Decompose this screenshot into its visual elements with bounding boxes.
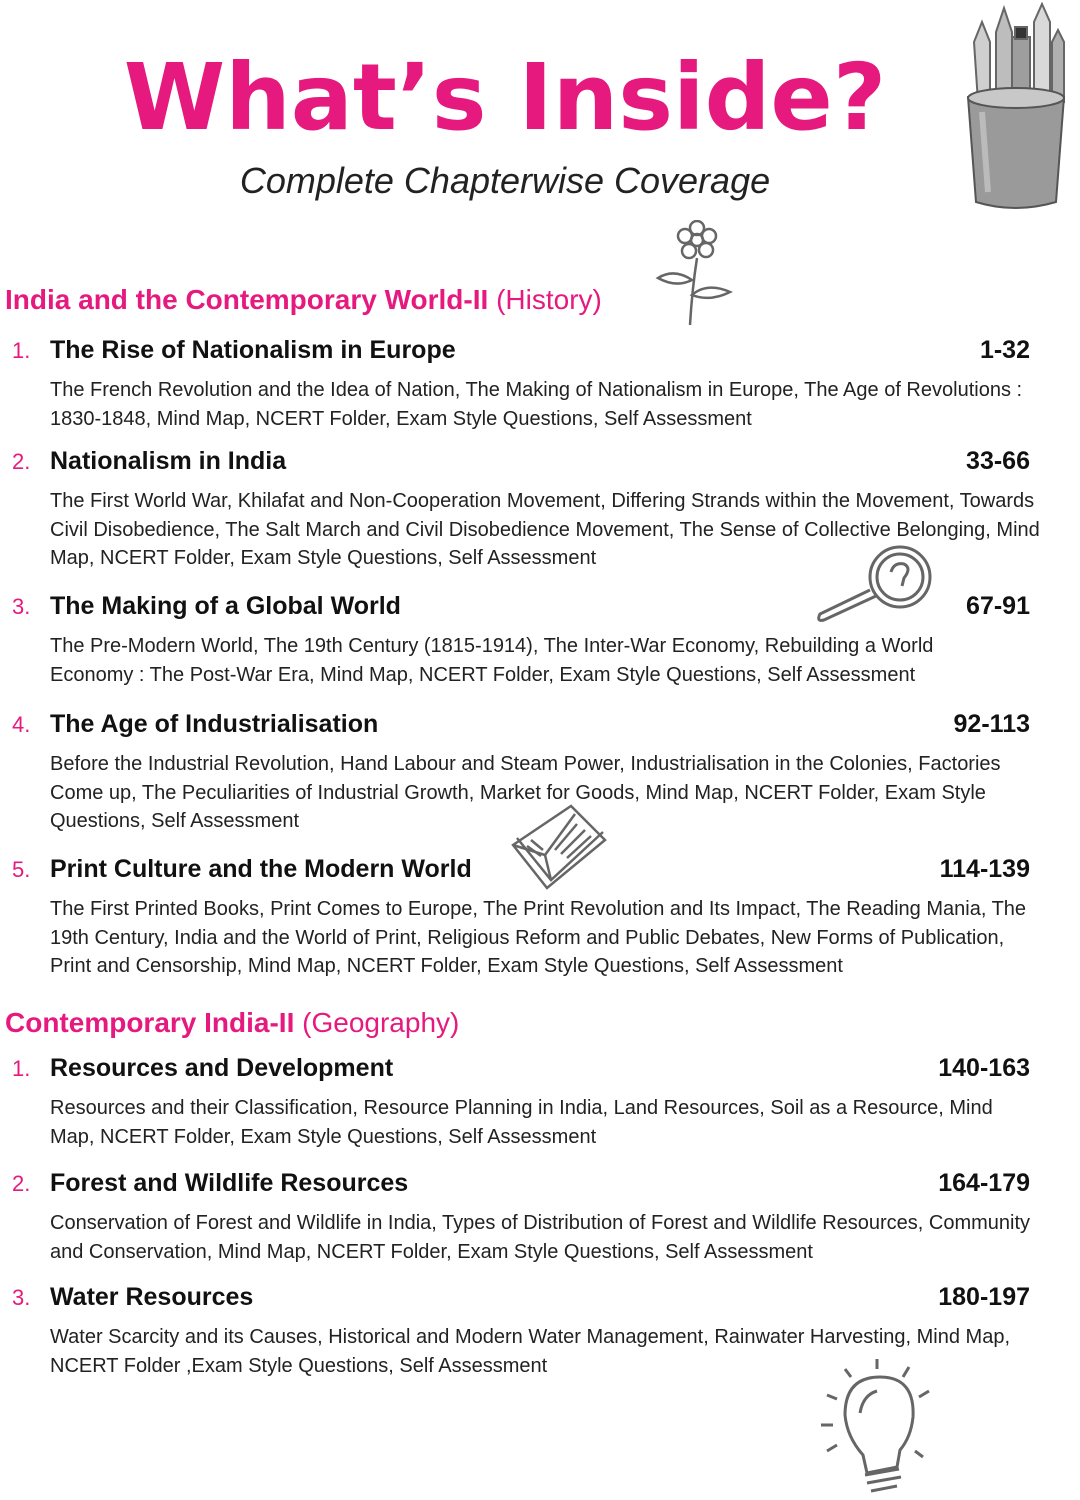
- section-subject: (History): [496, 284, 602, 315]
- chapter-title: The Making of a Global World: [50, 592, 401, 620]
- chapter-topics: The Pre-Modern World, The 19th Century (1815-1914), The Inter-War Economy, Rebuilding a World Economy : The Post-War Era, Mind Map, NCERT Folder, Exam Style Questions, Self Assessment: [50, 635, 934, 686]
- chapter-topics: The French Revolution and the Idea of Nation, The Making of Nationalism in Europe, The Age of Revolutions : 1830-1848, Mind Map, NCERT Folder, Exam Style Questions, Self Assessment: [50, 379, 1023, 430]
- chapter-number: 3.: [12, 1285, 31, 1310]
- chapter-pages: 67-91: [966, 592, 1030, 620]
- chapter-pages: 164-179: [938, 1169, 1030, 1197]
- chapter-number: 2.: [12, 1171, 31, 1196]
- chapter-title: Nationalism in India: [50, 447, 287, 475]
- chapter-topics: Water Scarcity and its Causes, Historical and Modern Water Management, Rainwater Harvesting, Mind Map, NCERT Folder ,Exam Style Questions, Self Assessment: [50, 1326, 1011, 1377]
- chapter-title: Forest and Wildlife Resources: [50, 1169, 409, 1197]
- chapter-pages: 1-32: [979, 336, 1030, 364]
- chapter-pages: 114-139: [939, 855, 1030, 883]
- chapter-title: The Rise of Nationalism in Europe: [50, 336, 456, 364]
- page-title: What’s Inside?: [123, 44, 887, 151]
- chapter-title: Print Culture and the Modern World: [50, 855, 472, 883]
- flower-icon: [652, 220, 737, 330]
- chapter-number: 1.: [12, 1056, 31, 1081]
- chapter-number: 2.: [12, 449, 31, 474]
- pencil-cup-icon: [960, 2, 1070, 212]
- page-subtitle: Complete Chapterwise Coverage: [239, 160, 771, 201]
- chapter-topics: The First World War, Khilafat and Non-Cooperation Movement, Differing Strands within the Movement, Towards Civil Disobedience, The Salt March and Civil Disobedience Movement, The Sense of Collective Belonging, Mind Map, NCERT Folder, Exam Style Questions, Self Assessment: [50, 490, 1040, 569]
- chapter-number: 4.: [12, 712, 31, 737]
- chapter-topics: Resources and their Classification, Resource Planning in India, Land Resources, Soil as a Resource, Mind Map, NCERT Folder, Exam Style Questions, Self Assessment: [50, 1097, 993, 1148]
- chapter-number: 5.: [12, 857, 31, 882]
- chapter-title: Water Resources: [50, 1283, 254, 1311]
- chapter-pages: 33-66: [966, 447, 1030, 475]
- section-title-text: India and the Contemporary World-II: [5, 284, 489, 315]
- section-subject: (Geography): [302, 1007, 460, 1038]
- chapter-pages: 140-163: [938, 1054, 1030, 1082]
- chapter-topics: The First Printed Books, Print Comes to Europe, The Print Revolution and Its Impact, The Reading Mania, The 19th Century, India and the World of Print, Religious Reform and Public Debates, New Forms of Publication, Print and Censorship, Mind Map, NCERT Folder, Exam Style Questions, Self Assessment: [50, 898, 1027, 977]
- chapter-pages: 92-113: [953, 710, 1030, 738]
- chapter-number: 3.: [12, 594, 31, 619]
- section-title-geography: [5, 1007, 459, 1039]
- chapter-topics: Conservation of Forest and Wildlife in India, Types of Distribution of Forest and Wildlife Resources, Community and Conservation, Mind Map, NCERT Folder, Exam Style Questions, Self Assessment: [50, 1212, 1031, 1263]
- section-title-history: [5, 284, 602, 316]
- chapter-topics: Before the Industrial Revolution, Hand Labour and Steam Power, Industrialisation in the Colonies, Factories Come up, The Peculiarities of Industrial Growth, Market for Goods, Mind Map, NCERT Folder, Exam Style Questions, Self Assessment: [50, 753, 1001, 832]
- chapter-title: Resources and Development: [50, 1054, 394, 1082]
- section-title-text: Contemporary India-II: [5, 1007, 295, 1038]
- chapter-pages: 180-197: [938, 1283, 1030, 1311]
- chapter-title: The Age of Industrialisation: [50, 710, 379, 738]
- chapter-number: 1.: [12, 338, 31, 363]
